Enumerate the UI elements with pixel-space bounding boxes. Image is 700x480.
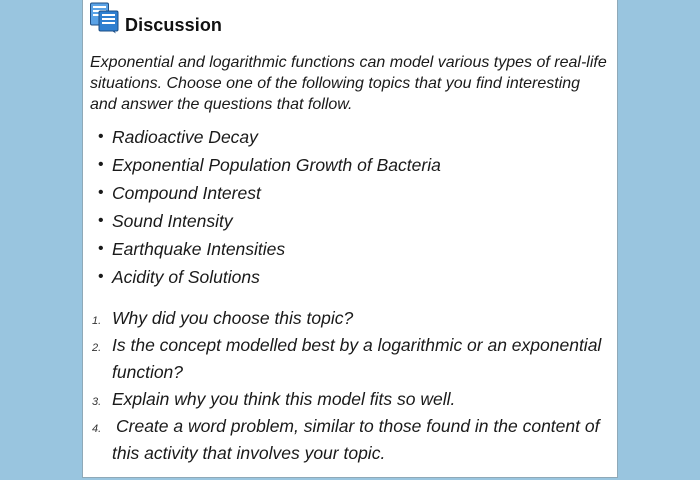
topic-label: Compound Interest [112,183,261,203]
topic-item [98,181,441,209]
topic-label: Exponential Population Growth of Bacteria [112,155,441,175]
question-item [92,332,612,386]
question-list [92,305,612,467]
topic-label: Radioactive Decay [112,127,258,147]
bullet-icon: • [98,128,104,145]
topic-label: Earthquake Intensities [112,239,286,259]
question-item [92,386,612,413]
question-item [92,305,612,332]
question-item [92,413,612,467]
question-number: 1. [92,315,102,327]
discussion-icon [90,2,120,34]
topic-item [98,265,441,293]
bullet-icon: • [98,184,104,201]
discussion-panel [82,0,618,478]
topic-item [98,153,441,181]
question-text: Why did you choose this topic? [112,308,354,328]
bullet-icon: • [98,240,104,257]
question-number: 2. [92,342,102,354]
question-number: 3. [92,396,102,408]
discussion-title: Discussion [125,15,223,35]
question-text: Create a word problem, similar to those found in the content of this activity that involves your topic. [112,416,600,463]
question-text: Is the concept modelled best by a logarithmic or an exponential function? [112,335,602,382]
topic-item [98,209,441,237]
question-number: 4. [92,423,102,435]
bullet-icon: • [98,156,104,173]
bullet-icon: • [98,212,104,229]
topic-label: Acidity of Solutions [112,267,260,287]
question-text: Explain why you think this model fits so well. [112,389,456,409]
discussion-intro: Exponential and logarithmic functions can model various types of real-life situations. Choose one of the following topics that you find interesting and answer the questions that follow. [90,54,607,113]
topic-label: Sound Intensity [112,211,233,231]
topic-item [98,125,441,153]
topic-list [98,125,441,293]
topic-item [98,237,441,265]
bullet-icon: • [98,268,104,285]
